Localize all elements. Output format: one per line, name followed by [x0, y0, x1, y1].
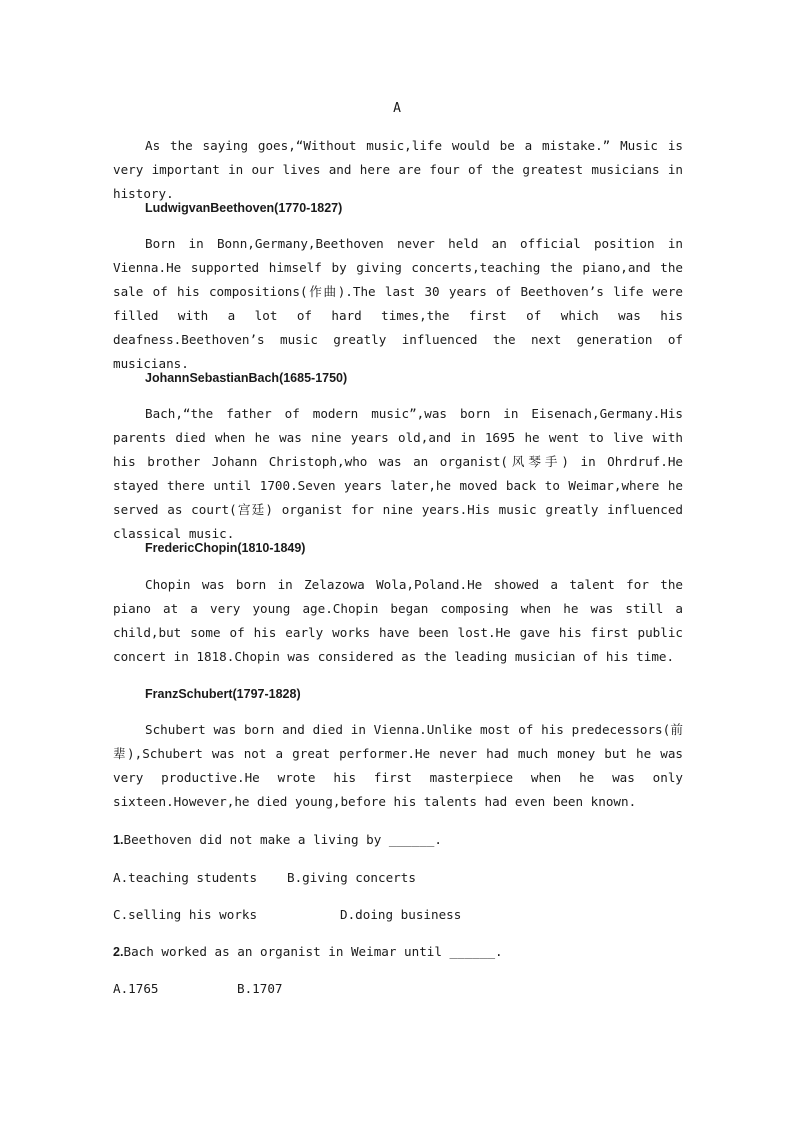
question-2-option-b[interactable]: B.1707: [237, 981, 283, 996]
schubert-text: Schubert was born and died in Vienna.Unlike most of his predecessors(前辈),Schubert was not a great performer.He never had much money but he was very productive.He wrote his first masterpiece when he was only sixteen.However,he died young,before his talents had even been known.: [113, 722, 683, 809]
question-2-option-a[interactable]: A.1765: [113, 981, 159, 996]
question-1-stem: Beethoven did not make a living by ______.: [123, 832, 442, 847]
bach-text: Bach,“the father of modern music”,was born in Eisenach,Germany.His parents died when he was nine years old,and in 1695 he went to live with his brother Johann Christoph,who was an organist(风琴手) in Ohrdruf.He stayed there until 1700.Seven years later,he moved back to Weimar,where he served as court(宫廷) organist for nine years.His music greatly influenced classical music.: [113, 406, 683, 541]
heading-schubert: FranzSchubert(1797-1828): [145, 687, 301, 701]
heading-bach: JohannSebastianBach(1685-1750): [145, 371, 348, 385]
chopin-paragraph: [113, 573, 683, 669]
question-1: [113, 831, 442, 849]
question-1-number: 1.: [113, 833, 124, 847]
question-1-option-a[interactable]: A.teaching students: [113, 870, 258, 885]
question-1-option-c[interactable]: C.selling his works: [113, 907, 258, 922]
passage-title: A: [393, 101, 401, 116]
intro-paragraph: [113, 134, 683, 206]
beethoven-text: Born in Bonn,Germany,Beethoven never held an official position in Vienna.He supported himself by giving concerts,teaching the piano,and the sale of his compositions(作曲).The last 30 years of Beethoven’s life were filled with a lot of hard times,the first of which was his deafness.Beethoven’s music greatly influenced the next generation of musicians.: [113, 236, 683, 371]
question-2-number: 2.: [113, 945, 124, 959]
bach-paragraph: [113, 402, 683, 546]
question-2: [113, 943, 503, 961]
intro-text: As the saying goes,“Without music,life would be a mistake.” Music is very important in our lives and here are four of the greatest musicians in history.: [113, 138, 683, 201]
question-1-option-d[interactable]: D.doing business: [340, 907, 462, 922]
question-2-stem: Bach worked as an organist in Weimar until ______.: [123, 944, 503, 959]
schubert-paragraph: [113, 718, 683, 814]
heading-chopin: FredericChopin(1810-1849): [145, 541, 306, 555]
chopin-text: Chopin was born in Zelazowa Wola,Poland.He showed a talent for the piano at a very young age.Chopin began composing when he was still a child,but some of his early works have been lost.He gave his first public concert in 1818.Chopin was considered as the leading musician of his time.: [113, 577, 683, 664]
question-1-option-b[interactable]: B.giving concerts: [287, 870, 416, 885]
beethoven-paragraph: [113, 232, 683, 376]
heading-beethoven: LudwigvanBeethoven(1770-1827): [145, 201, 343, 215]
